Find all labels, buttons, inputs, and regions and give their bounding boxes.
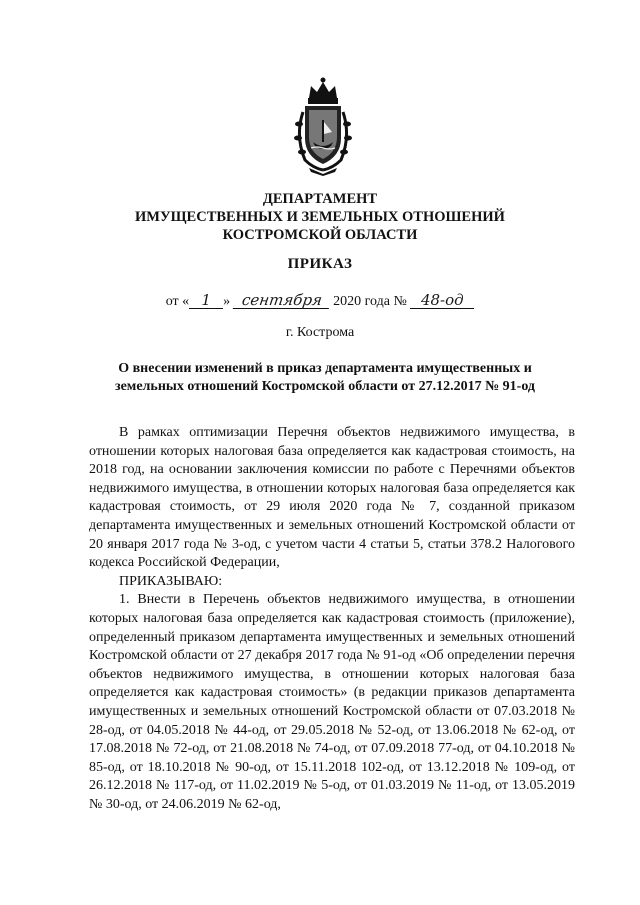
department-line-1: ДЕПАРТАМЕНТ xyxy=(262,191,378,207)
order-word: ПРИКАЗЫВАЮ: xyxy=(119,573,223,589)
city: г. Кострома xyxy=(285,325,355,340)
date-month-handwritten: сентября xyxy=(232,292,330,309)
date-year: 2020 года № xyxy=(333,294,407,309)
department-line-3: КОСТРОМСКОЙ ОБЛАСТИ xyxy=(222,227,418,243)
order-number-handwritten: 48-од xyxy=(410,292,474,309)
coat-of-arms-icon xyxy=(291,76,355,176)
date-line xyxy=(0,292,640,310)
subject-line-1: О внесении изменений в приказ департамента имущественных и xyxy=(118,361,532,376)
document-type: ПРИКАЗ xyxy=(287,256,353,272)
date-prefix: от « xyxy=(165,294,190,309)
order-subject xyxy=(90,360,560,396)
item-1-paragraph: 1. Внести в Перечень объектов недвижимого имущества, в отношении которых налоговая база определяется как кадастровая стоимость (приложение), определенный приказом департамента имущественных и земельных отношений Костромской области от 27 декабря 2017 года № 91-од «Об определении перечня объектов недвижимого имущества, в отношении которых налоговая база определяется как кадастровая стоимость» (в редакции приказов департамента имущественных и земельных отношений Костромской области от 07.03.2018 № 28-од, от 04.05.2018 № 44-од, от 29.05.2018 № 52-од, от 13.06.2018 № 62-од, от 17.08.2018 № 72-од, от 21.08.2018 № 74-од, от 07.09.2018 77-од, от 04.10.2018 № 85-од, от 18.10.2018 № 90-од, от 15.11.2018 102-од, от 13.12.2018 № 109-од, от 26.12.2018 № 117-од, от 11.02.2019 № 5-од, от 01.03.2019 № 11-од, от 13.05.2019 № 30-од, от 24.06.2019 № 62-од, xyxy=(89,592,575,812)
subject-line-2: земельных отношений Костромской области от 27.12.2017 № 91-од xyxy=(114,379,536,394)
date-mid: » xyxy=(223,294,231,309)
department-name xyxy=(0,190,640,244)
preamble-paragraph: В рамках оптимизации Перечня объектов недвижимого имущества, в отношении которых налоговая база определяется как кадастровая стоимость, на 2018 год, на основании заключения комиссии по работе с Перечнями объектов недвижимого имущества, в отношении которых налоговая база определяется как кадастровая стоимость, от 29 июля 2020 года № 7, созданной приказом департамента имущественных и земельных отношений Костромской области от 20 января 2017 года № 3-од, с учетом части 4 статьи 5, статьи 378.2 Налогового кодекса Российской Федерации, xyxy=(89,425,575,571)
date-day-handwritten: 1 xyxy=(189,292,223,309)
department-line-2: ИМУЩЕСТВЕННЫХ И ЗЕМЕЛЬНЫХ ОТНОШЕНИЙ xyxy=(135,209,505,225)
document-body xyxy=(89,424,575,814)
